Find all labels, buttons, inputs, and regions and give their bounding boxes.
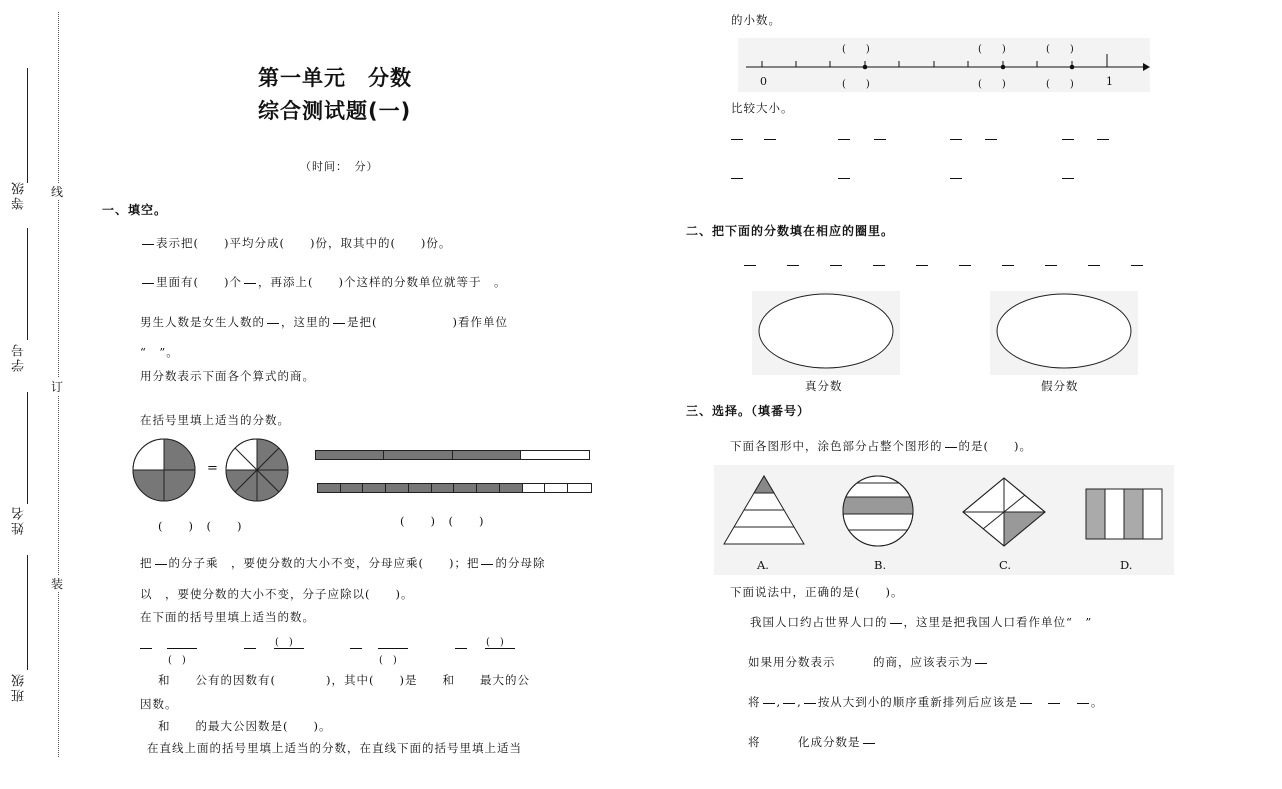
grade-label: 班级 xyxy=(12,672,27,702)
fraction-placeholder xyxy=(763,703,775,704)
compare-blank xyxy=(1097,139,1109,140)
bar-answer-parens: ( ) ( ) xyxy=(400,514,485,528)
answer-paren-2: ( ) xyxy=(275,637,293,648)
fraction-bar-quarters xyxy=(315,450,590,460)
number-label: 学号 xyxy=(12,342,27,372)
compare-blank xyxy=(950,178,962,179)
option-b-label: B. xyxy=(874,558,887,572)
level-label: 等级 xyxy=(12,180,27,210)
nl-paren-bot-2: ( ) xyxy=(978,79,1006,90)
compare-blank xyxy=(874,139,886,140)
fraction-placeholder xyxy=(267,323,279,324)
fraction-bar-twelfths xyxy=(317,483,592,493)
fraction-placeholder xyxy=(1020,703,1032,704)
compare-heading: 比较大小。 xyxy=(731,101,794,115)
improper-fraction-circle xyxy=(990,291,1138,375)
compare-blank xyxy=(764,139,776,140)
fraction-placeholder xyxy=(155,564,167,565)
q1: 表示把( )平均分成( )份，取其中的( )份。 xyxy=(140,235,451,251)
fraction-item xyxy=(873,265,885,266)
fraction-item xyxy=(787,265,799,266)
fraction-item xyxy=(744,265,756,266)
q6: 把 的分子乘 ，要使分数的大小不变，分母应乘( )；把 的分母除 xyxy=(140,556,546,570)
fraction-pie-quarters xyxy=(131,437,197,503)
number-line xyxy=(738,38,1150,92)
fraction-item xyxy=(959,265,971,266)
section2-heading: 二、把下面的分数填在相应的圈里。 xyxy=(686,224,895,238)
fraction-blank-5 xyxy=(350,648,362,649)
binding-rule-3 xyxy=(27,392,28,504)
fraction-blank-1 xyxy=(140,648,152,649)
binding-char-ding: 订 xyxy=(51,380,64,394)
fraction-placeholder xyxy=(244,283,256,284)
number-line-one: 1 xyxy=(1106,75,1113,88)
option-a-triangle xyxy=(722,474,806,548)
fraction-blank-4 xyxy=(274,648,304,649)
q4: 用分数表示下面各个算式的商。 xyxy=(140,369,315,383)
s3-statement-c: 将 , , 按从大到小的顺序重新排列后应该是 。 xyxy=(748,695,1104,709)
compare-blank xyxy=(985,139,997,140)
s3-statement-b: 如果用分数表示 的商，应该表示为 xyxy=(748,654,989,670)
s3-statement-a: 我国人口约占世界人口的 ，这里是把我国人口看作单位“ ” xyxy=(750,615,1093,629)
fraction-blank-7 xyxy=(455,648,467,649)
q6-cont: 以 ，要使分数的大小不变，分子应除以( )。 xyxy=(140,587,414,601)
compare-blank xyxy=(838,178,850,179)
q8-cont: 因数。 xyxy=(140,697,178,711)
answer-paren-1: ( ) xyxy=(168,655,186,666)
fraction-placeholder xyxy=(481,564,493,565)
fraction-item xyxy=(1131,265,1143,266)
fraction-placeholder xyxy=(945,447,957,448)
compare-blank xyxy=(731,178,743,179)
fraction-placeholder xyxy=(142,244,154,245)
q7: 在下面的括号里填上适当的数。 xyxy=(140,610,315,624)
fraction-placeholder xyxy=(804,703,816,704)
proper-fraction-label: 真分数 xyxy=(805,379,843,393)
name-label: 姓名 xyxy=(12,505,27,535)
q5: 在括号里填上适当的分数。 xyxy=(140,413,290,427)
fraction-item xyxy=(916,265,928,266)
q2: 里面有( )个 ，再添上( )个这样的分数单位就等于 。 xyxy=(140,274,506,290)
section1-heading: 一、填空。 xyxy=(102,203,168,217)
nl-paren-bot-1: ( ) xyxy=(842,79,870,90)
q8: 和 公有的因数有( )，其中( )是 和 最大的公 xyxy=(158,673,530,687)
answer-paren-3: ( ) xyxy=(379,655,397,666)
q3-cont: “ ”。 xyxy=(140,345,179,359)
s3-q1: 下面各图形中，涂色部分占整个图形的 的是( )。 xyxy=(730,439,1032,453)
s3-q2: 下面说法中，正确的是( )。 xyxy=(730,585,904,599)
binding-char-line: 线 xyxy=(51,185,64,199)
fraction-placeholder xyxy=(1048,703,1060,704)
fraction-pie-eighths xyxy=(224,437,290,503)
fraction-blank-2 xyxy=(167,648,197,649)
improper-fraction-label: 假分数 xyxy=(1041,379,1079,393)
fraction-placeholder xyxy=(975,663,987,664)
binding-rule-2 xyxy=(27,228,28,340)
q3: 男生人数是女生人数的 ，这里的 是把( )看作单位 xyxy=(140,315,508,329)
fraction-blank-6 xyxy=(378,648,408,649)
fraction-placeholder xyxy=(863,743,875,744)
page-subtitle: 综合测试题(一) xyxy=(258,99,412,123)
option-c-label: C. xyxy=(999,558,1012,572)
compare-blank xyxy=(1062,178,1074,179)
compare-blank xyxy=(950,139,962,140)
option-c-diamond xyxy=(961,476,1047,548)
fraction-placeholder xyxy=(890,623,902,624)
nl-paren-top-2: ( ) xyxy=(978,44,1006,55)
fraction-placeholder xyxy=(142,283,154,284)
page-title: 第一单元 分数 xyxy=(258,66,412,90)
nl-paren-bot-3: ( ) xyxy=(1046,79,1074,90)
number-line-zero: 0 xyxy=(760,75,767,88)
option-d-rectangle xyxy=(1085,488,1163,540)
fraction-item xyxy=(1088,265,1100,266)
equals-sign: = xyxy=(207,461,218,476)
section3-heading: 三、选择。（填番号） xyxy=(686,404,811,418)
compare-blank xyxy=(838,139,850,140)
compare-blank xyxy=(731,139,743,140)
option-a-label: A. xyxy=(757,558,769,572)
s3-statement-d: 将 化成分数是 xyxy=(748,734,877,750)
time-label: （时间： 分） xyxy=(300,160,379,173)
fraction-item xyxy=(1045,265,1057,266)
fraction-placeholder xyxy=(333,323,345,324)
q10-cont: 的小数。 xyxy=(731,13,781,27)
binding-char-zhuang: 装 xyxy=(51,577,64,591)
binding-rule-top xyxy=(27,68,28,183)
nl-paren-top-3: ( ) xyxy=(1046,44,1074,55)
proper-fraction-circle xyxy=(752,291,900,375)
fraction-item xyxy=(1002,265,1014,266)
fraction-placeholder xyxy=(783,703,795,704)
compare-blank xyxy=(1062,139,1074,140)
fraction-item xyxy=(830,265,842,266)
nl-paren-top-1: ( ) xyxy=(842,44,870,55)
fraction-placeholder xyxy=(1077,703,1089,704)
fraction-blank-8 xyxy=(485,648,515,649)
q9: 和 的最大公因数是( )。 xyxy=(158,719,332,733)
answer-paren-4: ( ) xyxy=(486,637,504,648)
binding-rule-4 xyxy=(27,555,28,670)
option-b-circle xyxy=(838,474,918,548)
fraction-blank-3 xyxy=(244,648,256,649)
pie-answer-parens: ( ) ( ) xyxy=(158,519,243,533)
q10: 在直线上面的括号里填上适当的分数，在直线下面的括号里填上适当 xyxy=(147,741,522,755)
option-d-label: D. xyxy=(1120,558,1133,572)
